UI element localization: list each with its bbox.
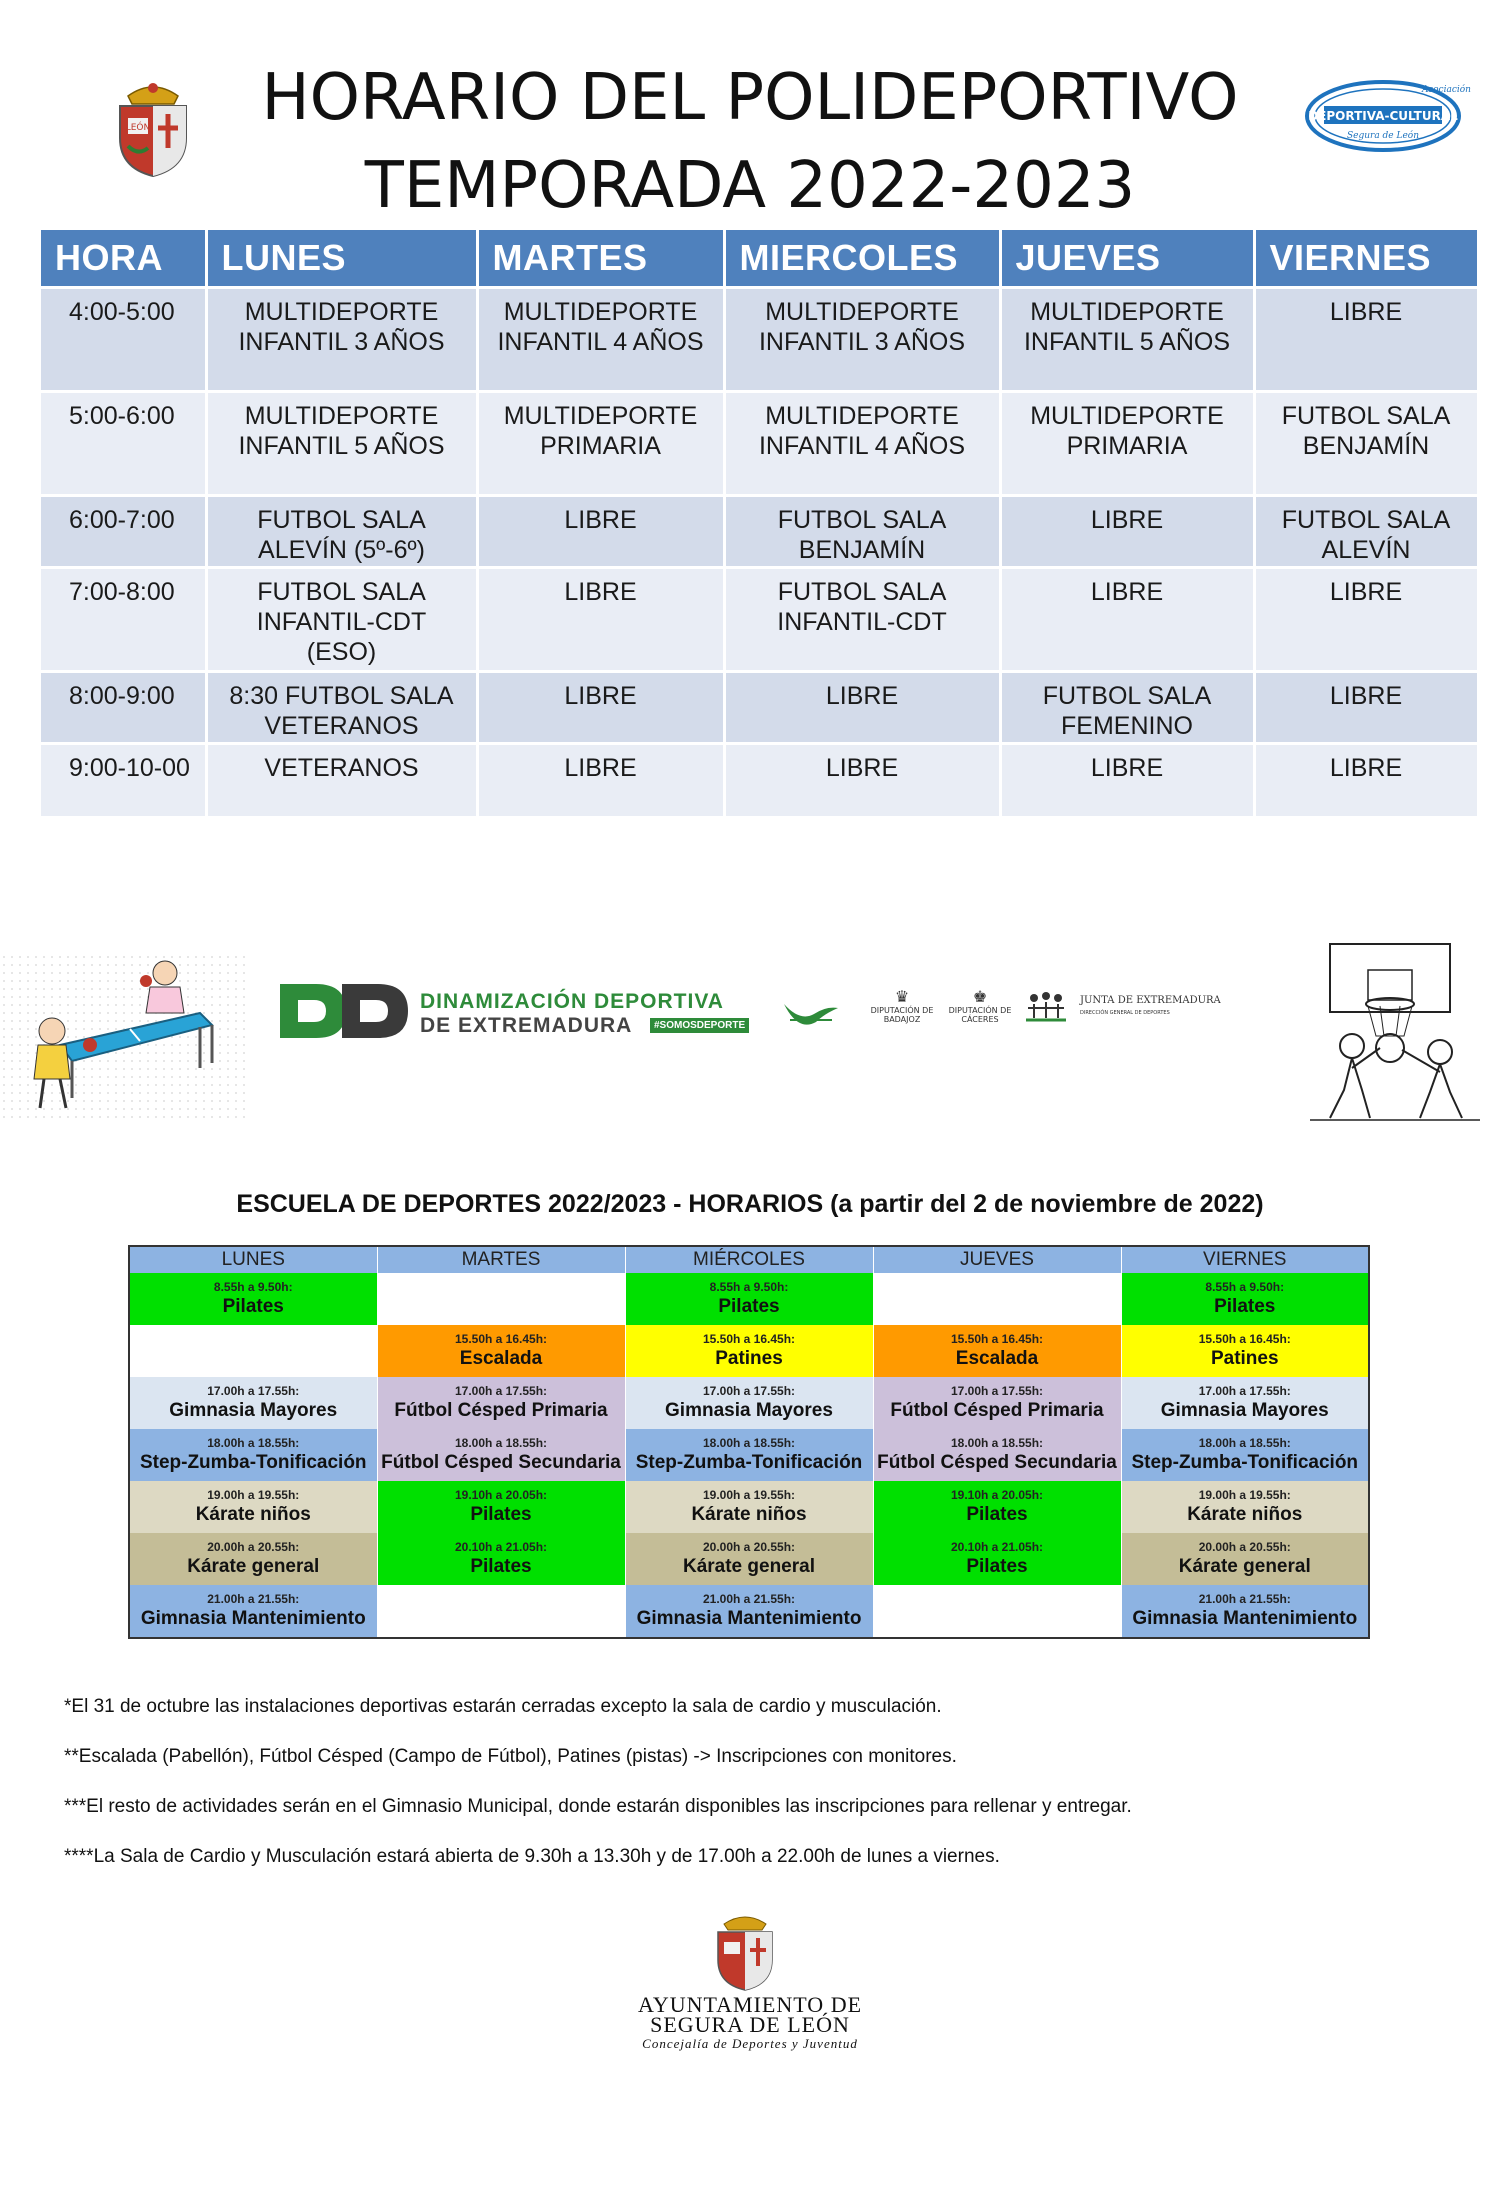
schedule-cell-line: PRIMARIA [540, 432, 661, 460]
activity-name: Kárate general [1178, 1556, 1311, 1577]
schedule-cell [1254, 672, 1478, 744]
schedule-cell-line: INFANTIL 4 AÑOS [497, 328, 704, 356]
col-miercoles: MIERCOLES [724, 230, 1000, 288]
activity-time: 20.00h a 20.55h: [207, 1540, 300, 1554]
schedule-cell [724, 568, 1000, 672]
schedule-cell [1000, 288, 1254, 392]
schedule-cell [477, 672, 724, 744]
schedule-cell [1000, 496, 1254, 568]
schedule-row [41, 744, 1478, 818]
escuela-cell [1121, 1377, 1369, 1429]
schedule-cell [724, 288, 1000, 392]
partner-junta: JUNTA DE EXTREMADURA [1080, 995, 1221, 1006]
activity-name: Escalada [459, 1348, 543, 1369]
escuela-cell [1121, 1325, 1369, 1377]
dd-line1: DINAMIZACIÓN DEPORTIVA [420, 990, 724, 1013]
activity-name: Pilates [1214, 1296, 1276, 1317]
activity-time: 18.00h a 18.55h: [454, 1436, 548, 1450]
activity-time: 21.00h a 21.55h: [1198, 1592, 1291, 1606]
schedule-hour-cell: 9:00-10-00 [41, 744, 206, 818]
crown-icon: ♚ [972, 987, 988, 1006]
activity-name: Patines [1210, 1348, 1279, 1369]
schedule-cell [1254, 568, 1478, 672]
schedule-cell-line: LIBRE [564, 578, 637, 606]
schedule-cell-line: MULTIDEPORTE [1030, 298, 1224, 326]
escuela-cell [1121, 1481, 1369, 1533]
escuela-row [129, 1533, 1369, 1585]
schedule-cell-line: FUTBOL SALA [257, 506, 426, 534]
escuela-row [129, 1481, 1369, 1533]
svg-text:LEÓN: LEÓN [125, 123, 151, 133]
col-viernes: VIERNES [1254, 230, 1478, 288]
schedule-cell-line: LIBRE [1329, 754, 1403, 782]
escuela-cell [625, 1533, 873, 1585]
activity-name: Gimnasia Mantenimiento [140, 1608, 366, 1629]
footer-line3: Concejalía de Deportes y Juventud [642, 2036, 858, 2051]
col-martes: MARTES [477, 230, 724, 288]
note-4: ****La Sala de Cardio y Musculación estará abierta de 9.30h a 13.30h y de 17.00h a 22.00h de lunes a viernes. [64, 1846, 1000, 1867]
svg-text:Segura de León: Segura de León [1346, 131, 1420, 141]
page-title-line2: TEMPORADA 2022-2023 [364, 149, 1136, 223]
bird-logo [780, 992, 842, 1028]
footer-line2: SEGURA DE LEÓN [650, 2012, 850, 2037]
schedule-cell-line: LIBRE [1329, 578, 1403, 606]
schedule-cell [206, 568, 477, 672]
escuela-cell [377, 1481, 625, 1533]
schedule-cell [206, 496, 477, 568]
schedule-cell [206, 392, 477, 496]
activity-name: Pilates [966, 1504, 1028, 1525]
activity-time: 17.00h a 17.55h: [454, 1384, 548, 1398]
escuela-cell [129, 1585, 377, 1638]
schedule-cell-line: BENJAMÍN [1302, 432, 1430, 460]
schedule-cell [1254, 744, 1478, 818]
escuela-row [129, 1585, 1369, 1638]
schedule-cell-line: (ESO) [306, 638, 377, 666]
activity-time: 18.00h a 18.55h: [950, 1436, 1044, 1450]
schedule-cell-line: FUTBOL SALA [1281, 402, 1451, 430]
escuela-cell [625, 1325, 873, 1377]
schedule-cell-line: LIBRE [1090, 754, 1164, 782]
schedule-cell [1254, 496, 1478, 568]
schedule-cell [1254, 392, 1478, 496]
escuela-cell [129, 1533, 377, 1585]
schedule-cell-line: MULTIDEPORTE [765, 402, 959, 430]
schedule-hour-cell: 4:00-5:00 [41, 288, 206, 392]
activity-time: 21.00h a 21.55h: [207, 1592, 300, 1606]
activity-time: 15.50h a 16.45h: [702, 1332, 796, 1346]
activity-time: 17.00h a 17.55h: [950, 1384, 1044, 1398]
schedule-cell-line: 8:30 FUTBOL SALA [229, 682, 454, 710]
escuela-cell [129, 1377, 377, 1429]
activity-name: Gimnasia Mantenimiento [636, 1608, 862, 1629]
footer-line1: AYUNTAMIENTO DE [637, 1992, 863, 2017]
activity-name: Gimnasia Mayores [1160, 1400, 1329, 1421]
activity-time: 8.55h a 9.50h: [709, 1280, 789, 1294]
schedule-cell-line: ALEVÍN [1321, 536, 1411, 564]
activity-time: 15.50h a 16.45h: [950, 1332, 1044, 1346]
schedule-cell-line: FUTBOL SALA [777, 506, 947, 534]
note-3: ***El resto de actividades serán en el Gimnasio Municipal, donde estarán disponibles las inscripciones para rellenar y entregar. [64, 1796, 1132, 1817]
activity-name: Step-Zumba-Tonificación [139, 1452, 367, 1473]
schedule-cell [206, 672, 477, 744]
escuela-cell [873, 1585, 1121, 1638]
schedule-row [41, 496, 1478, 568]
escuela-cell [129, 1429, 377, 1481]
activity-time: 20.00h a 20.55h: [1198, 1540, 1291, 1554]
schedule-cell-line: MULTIDEPORTE [244, 402, 439, 430]
schedule-cell [1000, 672, 1254, 744]
crest-logo [108, 78, 198, 188]
schedule-cell-line: VETERANOS [264, 712, 419, 740]
schedule-cell-line: MULTIDEPORTE [503, 402, 698, 430]
activity-time: 15.50h a 16.45h: [1198, 1332, 1291, 1346]
escuela-cell [1121, 1533, 1369, 1585]
escuela-cell [377, 1585, 625, 1638]
escuela-col-viernes: VIERNES [1121, 1246, 1369, 1273]
activity-name: Pilates [470, 1504, 532, 1525]
schedule-cell [477, 392, 724, 496]
activity-time: 19.00h a 19.55h: [702, 1488, 796, 1502]
activity-time: 17.00h a 17.55h: [702, 1384, 796, 1398]
escuela-cell [873, 1481, 1121, 1533]
schedule-cell [477, 568, 724, 672]
schedule-cell-line: INFANTIL 5 AÑOS [238, 432, 445, 460]
schedule-cell [206, 288, 477, 392]
schedule-hour-cell: 5:00-6:00 [41, 392, 206, 496]
escuela-cell [129, 1481, 377, 1533]
schedule-cell-line: MULTIDEPORTE [1030, 402, 1224, 430]
escuela-cell [377, 1273, 625, 1325]
escuela-header-row [129, 1246, 1369, 1273]
schedule-cell [477, 496, 724, 568]
partner-diputacion-badajoz: ♛ DIPUTACIÓN DE BADAJOZ [866, 988, 938, 1024]
activity-name: Pilates [470, 1556, 532, 1577]
activity-time: 8.55h a 9.50h: [1205, 1280, 1285, 1294]
activity-time: 19.10h a 20.05h: [454, 1488, 548, 1502]
activity-time: 19.10h a 20.05h: [950, 1488, 1044, 1502]
escuela-cell [873, 1273, 1121, 1325]
escuela-row [129, 1377, 1369, 1429]
activity-name: Fútbol Césped Primaria [394, 1400, 608, 1421]
escuela-cell [625, 1377, 873, 1429]
activity-name: Gimnasia Mayores [169, 1400, 338, 1421]
schedule-row [41, 288, 1478, 392]
escuela-cell [625, 1585, 873, 1638]
activity-time: 15.50h a 16.45h: [454, 1332, 548, 1346]
escuela-cell [377, 1377, 625, 1429]
association-logo [1304, 78, 1471, 154]
dd-logo [276, 980, 416, 1042]
escuela-cell [1121, 1585, 1369, 1638]
schedule-cell-line: FUTBOL SALA [777, 578, 947, 606]
activity-time: 17.00h a 17.55h: [1198, 1384, 1291, 1398]
activity-time: 20.10h a 21.05h: [950, 1540, 1044, 1554]
schedule-cell-line: LIBRE [564, 506, 637, 534]
dd-tag: #SOMOSDEPORTE [650, 1018, 749, 1033]
escuela-title: ESCUELA DE DEPORTES 2022/2023 - HORARIOS (a partir del 2 de noviembre de 2022) [236, 1190, 1264, 1218]
schedule-row [41, 672, 1478, 744]
escuela-cell [1121, 1273, 1369, 1325]
schedule-cell-line: FEMENINO [1061, 712, 1193, 740]
schedule-hour-cell: 6:00-7:00 [41, 496, 206, 568]
schedule-row [41, 568, 1478, 672]
col-lunes: LUNES [206, 230, 477, 288]
activity-time: 18.00h a 18.55h: [207, 1436, 300, 1450]
schedule-cell-line: ALEVÍN (5º-6º) [258, 536, 425, 564]
schedule-cell [724, 744, 1000, 818]
schedule-cell-line: INFANTIL-CDT [256, 608, 427, 636]
activity-name: Patines [715, 1348, 783, 1369]
partner-junta-sub: DIRECCIÓN GENERAL DE DEPORTES [1080, 1010, 1170, 1016]
schedule-cell-line: INFANTIL 3 AÑOS [238, 328, 445, 356]
schedule-cell [724, 496, 1000, 568]
schedule-cell [724, 672, 1000, 744]
escuela-cell [625, 1429, 873, 1481]
activity-name: Pilates [222, 1296, 284, 1317]
svg-text:DEPORTIVA-CULTURAL: DEPORTIVA-CULTURAL [1308, 109, 1458, 123]
escuela-row [129, 1429, 1369, 1481]
activity-time: 20.00h a 20.55h: [702, 1540, 796, 1554]
escuela-cell [873, 1377, 1121, 1429]
schedule-table [41, 230, 1480, 819]
notes [64, 1695, 1444, 1895]
escuela-cell [377, 1533, 625, 1585]
escuela-row [129, 1325, 1369, 1377]
schedule-cell-line: LIBRE [564, 754, 637, 782]
activity-time: 18.00h a 18.55h: [702, 1436, 796, 1450]
escuela-cell [625, 1273, 873, 1325]
schedule-cell-line: VETERANOS [264, 754, 419, 782]
schedule-cell-line: INFANTIL 3 AÑOS [758, 328, 966, 356]
escuela-cell [873, 1429, 1121, 1481]
escuela-cell [129, 1273, 377, 1325]
schedule-cell-line: INFANTIL 4 AÑOS [758, 432, 966, 460]
activity-name: Kárate niños [195, 1504, 311, 1525]
activity-time: 20.10h a 21.05h: [454, 1540, 548, 1554]
schedule-cell [724, 392, 1000, 496]
dd-line2: DE EXTREMADURA [420, 1014, 633, 1037]
activity-name: Pilates [718, 1296, 780, 1317]
schedule-cell-line: MULTIDEPORTE [244, 298, 439, 326]
schedule-cell [1254, 288, 1478, 392]
activity-name: Kárate niños [1187, 1504, 1303, 1525]
escuela-cell [1121, 1429, 1369, 1481]
schedule-cell [1000, 568, 1254, 672]
escuela-cell [873, 1325, 1121, 1377]
schedule-hour-cell: 8:00-9:00 [41, 672, 206, 744]
schedule-cell-line: LIBRE [825, 682, 899, 710]
schedule-cell-line: BENJAMÍN [798, 536, 926, 564]
schedule-cell-line: FUTBOL SALA [257, 578, 426, 606]
escuela-cell [873, 1533, 1121, 1585]
schedule-cell [477, 288, 724, 392]
escuela-cell [625, 1481, 873, 1533]
col-hora: HORA [41, 230, 206, 288]
escuela-col-lunes: LUNES [129, 1246, 377, 1273]
page-title-line1: HORARIO DEL POLIDEPORTIVO [261, 61, 1239, 135]
schedule-cell-line: LIBRE [1090, 506, 1164, 534]
note-2: **Escalada (Pabellón), Fútbol Césped (Campo de Fútbol), Patines (pistas) -> Inscripciones con monitores. [64, 1746, 957, 1767]
basketball-illustration [1290, 940, 1490, 1125]
partner-diputacion-caceres: ♚ DIPUTACIÓN DE CÁCERES [944, 988, 1016, 1024]
activity-name: Fútbol Césped Secundaria [381, 1452, 621, 1473]
activity-time: 18.00h a 18.55h: [1198, 1436, 1291, 1450]
note-1: *El 31 de octubre las instalaciones deportivas estarán cerradas excepto la sala de cardio y musculación. [64, 1696, 942, 1717]
activity-name: Gimnasia Mantenimiento [1132, 1608, 1358, 1629]
activity-name: Fútbol Césped Secundaria [877, 1452, 1117, 1473]
escuela-cell [377, 1325, 625, 1377]
activity-name: Step-Zumba-Tonificación [1131, 1452, 1359, 1473]
schedule-cell-line: INFANTIL 5 AÑOS [1023, 328, 1231, 356]
activity-name: Kárate general [682, 1556, 815, 1577]
escuela-row [129, 1273, 1369, 1325]
activity-name: Kárate general [187, 1556, 320, 1577]
activity-time: 21.00h a 21.55h: [702, 1592, 796, 1606]
people-logo [1024, 990, 1068, 1024]
schedule-cell-line: LIBRE [1329, 682, 1403, 710]
schedule-cell-line: LIBRE [825, 754, 899, 782]
activity-name: Pilates [966, 1556, 1028, 1577]
schedule-cell-line: LIBRE [564, 682, 637, 710]
ping-pong-illustration [0, 953, 248, 1118]
schedule-cell-line: LIBRE [1090, 578, 1164, 606]
activity-time: 17.00h a 17.55h: [207, 1384, 300, 1398]
activity-name: Fútbol Césped Primaria [890, 1400, 1104, 1421]
escuela-cell [377, 1429, 625, 1481]
schedule-cell-line: MULTIDEPORTE [765, 298, 959, 326]
activity-time: 19.00h a 19.55h: [207, 1488, 300, 1502]
schedule-hour-cell: 7:00-8:00 [41, 568, 206, 672]
schedule-cell [206, 744, 477, 818]
schedule-cell-line: FUTBOL SALA [1042, 682, 1212, 710]
schedule-cell-line: MULTIDEPORTE [503, 298, 698, 326]
schedule-cell-line: PRIMARIA [1066, 432, 1188, 460]
escuela-col-jueves: JUEVES [873, 1246, 1121, 1273]
activity-time: 19.00h a 19.55h: [1198, 1488, 1291, 1502]
escuela-table [128, 1245, 1370, 1639]
schedule-cell-line: INFANTIL-CDT [777, 608, 947, 636]
activity-name: Escalada [955, 1348, 1039, 1369]
schedule-cell [1000, 392, 1254, 496]
activity-name: Kárate niños [691, 1504, 807, 1525]
escuela-col-martes: MARTES [377, 1246, 625, 1273]
escuela-cell [129, 1325, 377, 1377]
schedule-cell [477, 744, 724, 818]
schedule-cell-line: FUTBOL SALA [1281, 506, 1451, 534]
col-jueves: JUEVES [1000, 230, 1254, 288]
escuela-col-miercoles: MIÉRCOLES [625, 1246, 873, 1273]
schedule-cell [1000, 744, 1254, 818]
svg-text:Asociación: Asociación [1422, 85, 1471, 95]
crown-icon: ♛ [894, 987, 910, 1006]
footer-crest [710, 1912, 780, 1992]
activity-name: Gimnasia Mayores [665, 1400, 833, 1421]
activity-name: Step-Zumba-Tonificación [635, 1452, 863, 1473]
schedule-row [41, 392, 1478, 496]
schedule-header-row [41, 230, 1478, 288]
activity-time: 8.55h a 9.50h: [213, 1280, 293, 1294]
schedule-cell-line: LIBRE [1329, 298, 1403, 326]
